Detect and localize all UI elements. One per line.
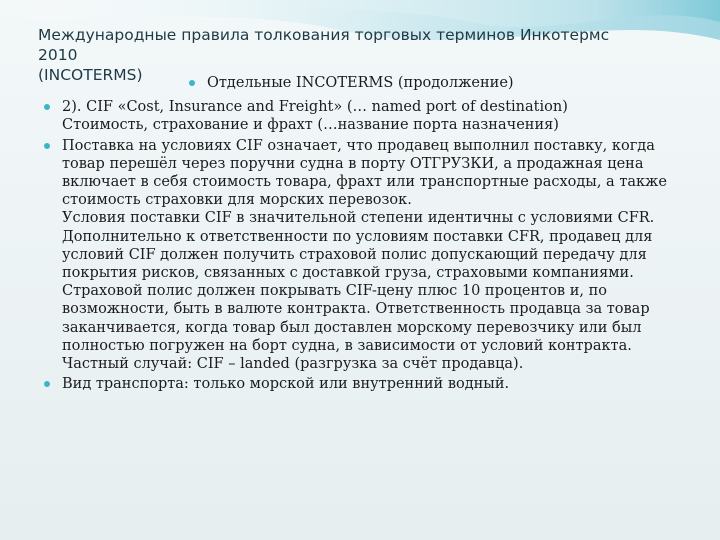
list-item	[44, 137, 684, 374]
bullet-dot-icon	[44, 381, 50, 387]
subheading	[189, 74, 684, 92]
cif-definition-paragraph: Поставка на условиях CIF означает, что продавец выполнил поставку, когда товар перешёл через поручни судна в порту ОТГРУЗКИ, а продажная цена включает в себя стоимость товара, фрахт или транспортные расходы, а также стоимость страховки для морских перевозок.	[62, 137, 667, 209]
list-item	[44, 98, 684, 134]
cif-special-case-paragraph: Частный случай: CIF – landed (разгрузка за счёт продавца).	[62, 356, 524, 373]
bullet-dot-icon	[44, 104, 50, 110]
bullet-dot-icon	[189, 80, 195, 86]
transport-mode-line: Вид транспорта: только морской или внутренний водный.	[62, 376, 510, 393]
bullet-dot-icon	[44, 143, 50, 149]
list-item	[44, 375, 684, 393]
title-line-2: (INCOTERMS)	[38, 66, 143, 84]
slide-content	[44, 74, 684, 395]
list-item-text	[62, 137, 684, 374]
subheading-text: Отдельные INCOTERMS (продолжение)	[207, 75, 514, 91]
cif-conditions-paragraph: Условия поставки CIF в значительной степени идентичны с условиями CFR. Дополнительно к ответственности по условиям поставки CFR, продавец для условий CIF должен получить страховой полис допускающий передачу для покрытия рисков, связанных с доставкой груза, страховыми компаниями. Страховой полис должен покрывать CIF-цену плюс 10 процентов и, по возможности, быть в валюте контракта. Ответственность продавца за товар заканчивается, когда товар был доставлен морскому перевозчику или был полностью погружен на борт судна, в зависимости от условий контракта.	[62, 210, 655, 354]
title-line-1: Международные правила толкования торговых терминов Инкотермс 2010	[38, 26, 610, 64]
list-item-text	[62, 375, 684, 393]
cif-translation-line: Стоимость, страхование и фрахт (…название порта назначения)	[62, 117, 559, 134]
cif-term-line: 2). CIF «Cost, Insurance and Freight» (… named port of destination)	[62, 99, 568, 116]
list-item-text	[62, 98, 684, 134]
